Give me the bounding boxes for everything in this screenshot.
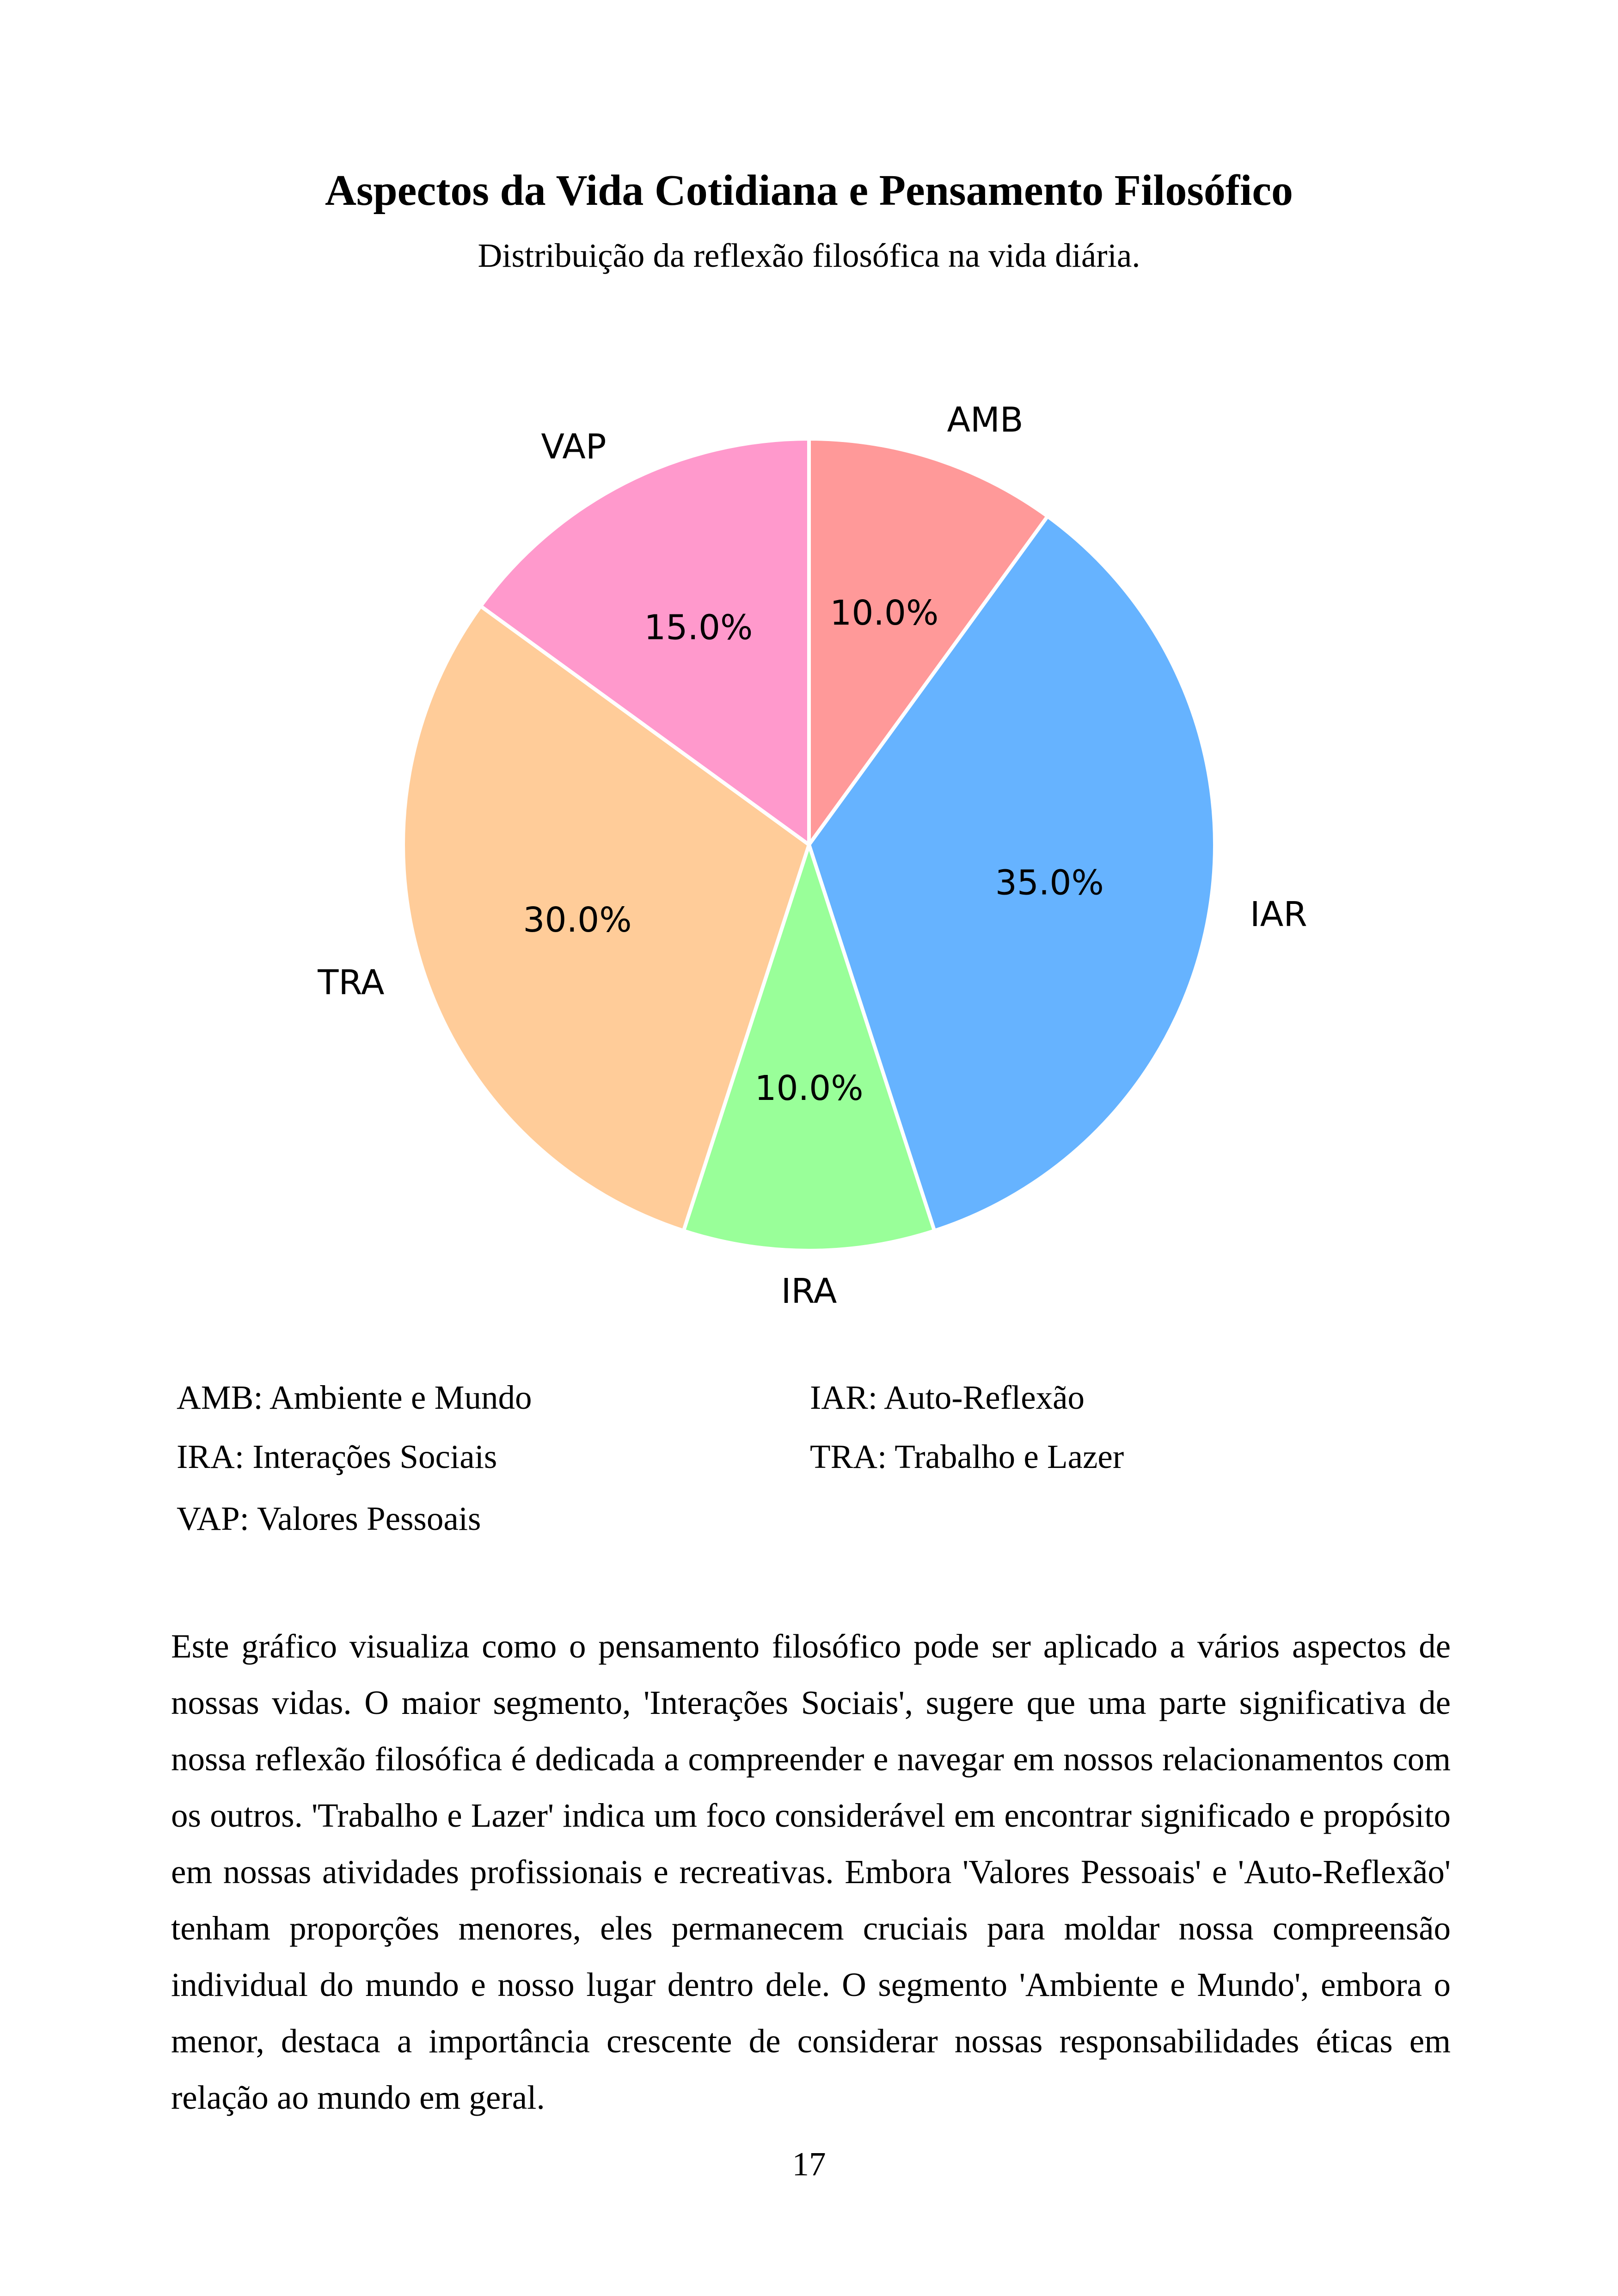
pie-percent-label-ira: 10.0%: [754, 1068, 864, 1108]
pie-percent-label-tra: 30.0%: [523, 900, 632, 940]
pie-slices: [403, 439, 1215, 1251]
chart-title: Aspectos da Vida Cotidiana e Pensamento Filosófico: [325, 166, 1293, 215]
page-number: 17: [792, 2145, 826, 2183]
pie-percent-label-amb: 10.0%: [830, 593, 939, 633]
body-paragraph: Este gráfico visualiza como o pensamento filosófico pode ser aplicado a vários aspectos de nossas vidas. O maior segmento, 'Interações Sociais', sugere que uma parte significativa de nossa reflexão filosófica é dedicada a compreender e navegar em nossos relacionamentos com os outros. 'Trabalho e Lazer' indica um foco considerável em encontrar significado e propósito em nossas atividades profissionais e recreativas. Embora 'Valores Pessoais' e 'Auto-Reflexão' tenham proporções menores, eles permanecem cruciais para moldar nossa compreensão individual do mundo e nosso lugar dentro dele. O segmento 'Ambiente e Mundo', embora o menor, destaca a importância crescente de considerar nossas responsabilidades éticas em relação ao mundo em geral.: [171, 1627, 1451, 2116]
pie-category-label-tra: TRA: [318, 963, 385, 1003]
pie-percent-label-vap: 15.0%: [644, 608, 753, 648]
legend-item-iar: IAR: Auto-Reflexão: [810, 1379, 1085, 1416]
pie-category-label-vap: VAP: [541, 427, 607, 467]
chart-subtitle: Distribuição da reflexão filosófica na vida diária.: [478, 237, 1140, 274]
legend-item-tra: TRA: Trabalho e Lazer: [810, 1438, 1124, 1475]
pie-category-label-iar: IAR: [1250, 895, 1307, 935]
legend-item-amb: AMB: Ambiente e Mundo: [177, 1379, 532, 1416]
pie-percent-label-iar: 35.0%: [995, 863, 1104, 903]
pie-category-label-ira: IRA: [781, 1271, 837, 1311]
legend-item-vap: VAP: Valores Pessoais: [177, 1500, 481, 1537]
legend-item-ira: IRA: Interações Sociais: [177, 1438, 497, 1475]
pie-category-label-amb: AMB: [947, 400, 1024, 440]
